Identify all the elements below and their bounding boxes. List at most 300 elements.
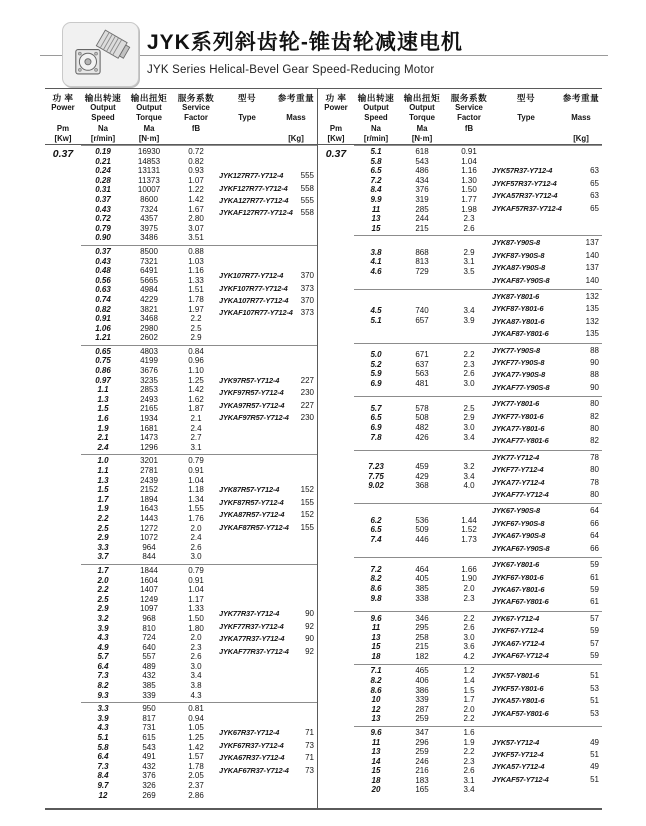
output-speed-value: 7.2 — [370, 564, 382, 574]
type-name: JYK57-Y712-4 — [492, 737, 540, 747]
type-name: JYK67R37-Y712-4 — [219, 728, 280, 738]
service-factor-value: 2.9 — [190, 333, 202, 343]
spec-group — [45, 564, 317, 702]
output-speed-value: 1.7 — [97, 565, 109, 575]
type-row — [219, 183, 314, 195]
output-torque-value: 182 — [415, 651, 429, 661]
output-torque-value: 4803 — [140, 346, 158, 356]
output-speed-value: 0.43 — [95, 256, 111, 266]
header-factor-line: fB — [464, 123, 474, 133]
type-name: JYK77-Y90S-8 — [492, 345, 540, 355]
output-torque-value: 615 — [142, 733, 156, 743]
type-name: JYK57-Y801-6 — [492, 671, 540, 681]
service-factor-value: 1.33 — [188, 275, 204, 285]
output-torque-value: 386 — [415, 685, 429, 695]
table-row — [354, 686, 492, 696]
output-torque-value: 1443 — [140, 513, 158, 523]
output-speed-value: 3.9 — [97, 623, 109, 633]
output-torque-value: 950 — [142, 704, 156, 714]
table-row — [354, 574, 492, 584]
type-name: JYKAF127R77-Y712-4 — [219, 208, 293, 218]
output-speed-value: 0.37 — [95, 194, 111, 204]
service-factor-value: 3.0 — [463, 379, 475, 388]
spec-group — [318, 145, 602, 235]
spec-table-right — [317, 89, 602, 808]
output-torque-value: 183 — [415, 775, 429, 785]
header-torque-line: 输出扭矩 — [130, 93, 168, 103]
output-speed-value: 1.21 — [95, 333, 111, 343]
mass-value: 132 — [585, 291, 599, 301]
output-torque-value: 459 — [415, 462, 429, 472]
data-rows — [81, 566, 219, 700]
type-row — [492, 345, 599, 357]
output-speed-value: 9.9 — [370, 194, 382, 204]
type-name: JYK57R37-Y712-4 — [492, 166, 553, 176]
type-name: JYK127R77-Y712-4 — [219, 171, 284, 181]
mass-value: 57 — [590, 638, 599, 648]
type-name: JYKAF67-Y712-4 — [492, 650, 549, 660]
service-factor-value: 3.51 — [188, 233, 204, 243]
type-name: JYKAF97R57-Y712-4 — [219, 413, 289, 423]
type-row — [219, 295, 314, 307]
mass-value: 64 — [590, 531, 599, 541]
table-row — [354, 728, 492, 738]
table-row — [354, 747, 492, 757]
output-speed-value: 2.4 — [97, 442, 109, 452]
service-factor-value: 1.76 — [188, 513, 204, 523]
data-rows — [354, 565, 492, 603]
type-name: JYK107R77-Y712-4 — [219, 271, 284, 281]
type-row — [492, 543, 599, 555]
service-factor-value: 0.94 — [188, 713, 204, 723]
service-factor-value: 3.8 — [190, 681, 202, 691]
output-speed-value: 0.86 — [95, 366, 111, 376]
output-torque-value: 376 — [415, 185, 429, 195]
mass-value: 152 — [300, 510, 314, 520]
output-speed-value: 12 — [98, 790, 108, 800]
service-factor-value: 1.78 — [188, 294, 204, 304]
output-torque-value: 3486 — [140, 233, 158, 243]
output-torque-value: 406 — [415, 675, 429, 685]
output-torque-value: 429 — [415, 471, 429, 481]
data-rows — [354, 516, 492, 545]
output-torque-value: 4357 — [140, 214, 158, 224]
type-row — [219, 727, 314, 739]
type-name: JYKA57R37-Y712-4 — [492, 191, 558, 201]
spec-group — [318, 343, 602, 397]
output-speed-value: 7.23 — [368, 462, 384, 472]
type-name: JYKF87-Y90S-8 — [492, 250, 545, 260]
service-factor-value: 2.4 — [190, 423, 202, 433]
table-row — [354, 652, 492, 662]
mass-value: 63 — [590, 191, 599, 201]
table-header — [45, 89, 317, 145]
output-speed-value: 8.6 — [370, 685, 382, 695]
service-factor-value: 3.4 — [463, 306, 475, 316]
header-speed-line: Speed — [91, 113, 115, 123]
output-speed-value: 13 — [371, 714, 381, 724]
service-factor-value: 1.04 — [188, 475, 204, 485]
output-speed-value: 1.0 — [97, 456, 109, 466]
output-torque-value: 4984 — [140, 285, 158, 295]
output-torque-value: 7321 — [140, 256, 158, 266]
type-row — [492, 250, 599, 262]
type-name: JYK87R57-Y712-4 — [219, 485, 280, 495]
output-speed-value: 0.43 — [95, 204, 111, 214]
table-row — [81, 233, 219, 243]
output-speed-value: 6.4 — [97, 661, 109, 671]
output-speed-value: 6.4 — [97, 752, 109, 762]
output-speed-value: 0.79 — [95, 223, 111, 233]
page-subtitle: JYK Series Helical-Bevel Gear Speed-Reducing Motor — [147, 64, 435, 76]
type-row — [492, 670, 599, 682]
header-torque-line: Output — [136, 103, 162, 113]
header-power — [45, 93, 81, 144]
output-speed-value: 8.2 — [97, 681, 109, 691]
mass-value: 59 — [590, 626, 599, 636]
output-speed-value: 6.5 — [370, 166, 382, 176]
service-factor-value: 4.3 — [190, 690, 202, 700]
mass-value: 370 — [300, 271, 314, 281]
type-row — [492, 291, 599, 303]
mass-value: 57 — [590, 613, 599, 623]
type-name: JYKF87R57-Y712-4 — [219, 497, 284, 507]
type-row — [219, 608, 314, 620]
output-torque-value: 246 — [415, 756, 429, 766]
table-row — [354, 248, 492, 258]
table-row — [81, 247, 219, 257]
table-row — [354, 695, 492, 705]
type-name: JYKF67-Y90S-8 — [492, 518, 545, 528]
type-name: JYK87-Y801-6 — [492, 291, 540, 301]
service-factor-value: 2.9 — [463, 247, 475, 257]
type-row — [219, 646, 314, 658]
output-torque-value: 563 — [415, 369, 429, 379]
output-speed-value: 12 — [371, 704, 381, 714]
service-factor-value: 2.05 — [188, 771, 204, 781]
output-speed-value: 3.9 — [97, 713, 109, 723]
output-torque-value: 432 — [142, 761, 156, 771]
service-factor-value: 3.0 — [463, 423, 475, 433]
power-value: 0.37 — [52, 148, 74, 160]
table-row — [81, 385, 219, 395]
output-torque-value: 536 — [415, 515, 429, 525]
output-speed-value: 9.3 — [97, 690, 109, 700]
mass-value: 90 — [305, 609, 314, 619]
table-row — [81, 504, 219, 514]
spec-group — [318, 396, 602, 450]
table-row — [81, 456, 219, 466]
header-torque-line: [N·m] — [138, 133, 160, 143]
output-speed-value: 14 — [371, 756, 381, 766]
output-speed-value: 1.5 — [97, 485, 109, 495]
service-factor-value: 2.2 — [463, 747, 475, 757]
header-speed-line: 输出转速 — [84, 93, 122, 103]
service-factor-value: 1.7 — [463, 695, 475, 705]
service-factor-value: 2.2 — [190, 314, 202, 324]
mass-value: 59 — [590, 584, 599, 594]
service-factor-value: 3.4 — [463, 471, 475, 481]
mass-value: 73 — [305, 740, 314, 750]
service-factor-value: 2.6 — [190, 652, 202, 662]
service-factor-value: 2.2 — [463, 613, 475, 623]
output-torque-value: 1249 — [140, 594, 158, 604]
header-factor-line: Factor — [457, 113, 481, 123]
output-torque-value: 509 — [415, 525, 429, 535]
service-factor-value: 1.62 — [188, 394, 204, 404]
table-row — [81, 733, 219, 743]
type-row — [219, 522, 314, 534]
table-row — [81, 595, 219, 605]
type-list — [219, 608, 317, 658]
output-speed-value: 1.5 — [97, 404, 109, 414]
table-row — [81, 466, 219, 476]
data-rows — [81, 347, 219, 453]
output-torque-value: 724 — [142, 633, 156, 643]
table-row — [81, 347, 219, 357]
service-factor-value: 1.22 — [188, 185, 204, 195]
mass-value: 558 — [300, 183, 314, 193]
spec-group — [318, 503, 602, 557]
type-row — [492, 559, 599, 571]
table-row — [81, 166, 219, 176]
output-speed-value: 5.1 — [370, 315, 382, 325]
service-factor-value: 1.67 — [188, 204, 204, 214]
output-torque-value: 285 — [415, 204, 429, 214]
mass-value: 555 — [300, 171, 314, 181]
output-torque-value: 14853 — [137, 156, 161, 166]
type-name: JYKA67-Y801-6 — [492, 584, 545, 594]
table-row — [354, 785, 492, 795]
service-factor-value: 1.5 — [463, 685, 475, 695]
type-row — [492, 369, 599, 381]
output-torque-value: 1604 — [140, 575, 158, 585]
output-speed-value: 9.7 — [97, 781, 109, 790]
mass-value: 155 — [300, 497, 314, 507]
header-speed-line: Output — [363, 103, 389, 113]
table-row — [81, 157, 219, 167]
service-factor-value: 0.82 — [188, 156, 204, 166]
service-factor-value: 1.33 — [188, 604, 204, 614]
service-factor-value: 1.34 — [188, 494, 204, 504]
header-torque — [398, 93, 446, 144]
mass-value: 88 — [590, 370, 599, 380]
output-speed-value: 0.63 — [95, 285, 111, 295]
type-name: JYKAF87R57-Y712-4 — [219, 522, 289, 532]
motor-photo-frame — [62, 22, 139, 87]
table-row — [81, 185, 219, 195]
output-torque-value: 465 — [415, 666, 429, 676]
type-name: JYKAF67-Y801-6 — [492, 597, 549, 607]
table-row — [354, 360, 492, 370]
table-row — [354, 676, 492, 686]
type-name: JYKAF77R37-Y712-4 — [219, 646, 289, 656]
output-torque-value: 7324 — [140, 204, 158, 214]
service-factor-value: 1.73 — [461, 535, 477, 545]
output-speed-value: 1.9 — [97, 504, 109, 514]
header-type-line: Type — [238, 113, 256, 123]
type-list — [492, 291, 602, 341]
mass-value: 78 — [590, 477, 599, 487]
mass-value: 92 — [305, 646, 314, 656]
service-factor-value: 1.17 — [188, 594, 204, 604]
output-speed-value: 20 — [371, 785, 381, 795]
header-power — [318, 93, 354, 144]
header-speed — [81, 93, 125, 144]
output-torque-value: 432 — [142, 671, 156, 681]
table-row — [81, 704, 219, 714]
output-speed-value: 18 — [371, 775, 381, 785]
service-factor-value: 3.5 — [463, 266, 475, 276]
output-torque-value: 740 — [415, 306, 429, 316]
type-name: JYKF67-Y801-6 — [492, 572, 544, 582]
service-factor-value: 3.6 — [463, 642, 475, 652]
header-mass-line: Mass — [286, 113, 306, 123]
header-power-line: Power — [324, 103, 348, 113]
type-list — [492, 165, 602, 215]
mass-value: 135 — [585, 304, 599, 314]
output-speed-value: 2.2 — [97, 585, 109, 595]
table-row — [81, 743, 219, 753]
data-rows — [354, 350, 492, 388]
output-torque-value: 339 — [415, 695, 429, 705]
output-speed-value: 10 — [371, 695, 381, 705]
mass-value: 155 — [300, 522, 314, 532]
type-name: JYKAF77-Y712-4 — [492, 490, 549, 500]
table-row — [81, 285, 219, 295]
type-name: JYKA77-Y712-4 — [492, 477, 545, 487]
spec-group — [45, 245, 317, 345]
mass-value: 61 — [590, 572, 599, 582]
output-speed-value: 2.1 — [97, 433, 109, 443]
table-row — [81, 723, 219, 733]
type-row — [492, 237, 599, 249]
type-name: JYKAF77-Y90S-8 — [492, 382, 550, 392]
header-speed-line: Na — [371, 123, 381, 133]
output-torque-value: 486 — [415, 166, 429, 176]
data-rows — [354, 462, 492, 491]
spec-tables — [45, 88, 602, 810]
type-row — [219, 752, 314, 764]
mass-value: 137 — [585, 238, 599, 248]
service-factor-value: 1.30 — [461, 175, 477, 185]
output-torque-value: 1072 — [140, 533, 158, 543]
gear-motor-icon — [69, 28, 133, 82]
output-torque-value: 8500 — [140, 246, 158, 256]
service-factor-value: 2.5 — [463, 403, 475, 413]
output-speed-value: 8.6 — [370, 583, 382, 593]
table-row — [354, 714, 492, 724]
output-torque-value: 1894 — [140, 494, 158, 504]
type-list — [219, 484, 317, 534]
table-row — [81, 624, 219, 634]
output-speed-value: 9.8 — [370, 593, 382, 603]
type-name: JYKA107R77-Y712-4 — [219, 295, 289, 305]
type-list — [219, 727, 317, 777]
output-speed-value: 11 — [371, 204, 381, 214]
header-torque-line: [N·m] — [411, 133, 433, 143]
data-rows — [354, 728, 492, 795]
type-name: JYK67-Y712-4 — [492, 613, 540, 623]
table-row — [354, 738, 492, 748]
output-torque-value: 2165 — [140, 404, 158, 414]
mass-value: 555 — [300, 195, 314, 205]
type-name: JYKF57R37-Y712-4 — [492, 178, 557, 188]
service-factor-value: 1.07 — [188, 175, 204, 185]
service-factor-value: 3.0 — [190, 552, 202, 562]
output-torque-value: 844 — [142, 552, 156, 562]
type-row — [492, 613, 599, 625]
output-torque-value: 731 — [142, 723, 156, 733]
spec-group — [318, 664, 602, 726]
service-factor-value: 1.03 — [188, 256, 204, 266]
table-row — [354, 423, 492, 433]
type-row — [219, 195, 314, 207]
output-torque-value: 215 — [415, 223, 429, 233]
table-row — [81, 781, 219, 791]
output-speed-value: 3.8 — [370, 247, 382, 257]
type-row — [219, 375, 314, 387]
service-factor-value: 1.42 — [188, 385, 204, 395]
output-torque-value: 1934 — [140, 414, 158, 424]
table-row — [354, 666, 492, 676]
header-power-line: Power — [51, 103, 75, 113]
output-torque-value: 3201 — [140, 456, 158, 466]
service-factor-value: 1.78 — [188, 761, 204, 771]
table-row — [81, 443, 219, 453]
type-row — [492, 596, 599, 608]
table-row — [81, 791, 219, 801]
output-torque-value: 1272 — [140, 523, 158, 533]
type-row — [492, 572, 599, 584]
output-speed-value: 0.21 — [95, 156, 111, 166]
table-row — [354, 185, 492, 195]
data-rows — [81, 147, 219, 243]
service-factor-value: 1.87 — [188, 404, 204, 414]
output-speed-value: 13 — [371, 747, 381, 757]
output-speed-value: 4.3 — [97, 633, 109, 643]
type-row — [219, 509, 314, 521]
table-row — [81, 566, 219, 576]
output-speed-value: 7.1 — [370, 666, 382, 676]
table-row — [81, 333, 219, 343]
mass-value: 53 — [590, 683, 599, 693]
service-factor-value: 1.42 — [188, 194, 204, 204]
output-speed-value: 1.1 — [97, 385, 109, 395]
output-torque-value: 543 — [142, 742, 156, 752]
table-row — [354, 350, 492, 360]
type-list — [492, 452, 602, 502]
service-factor-value: 1.04 — [461, 156, 477, 166]
service-factor-value: 1.57 — [188, 752, 204, 762]
mass-value: 370 — [300, 295, 314, 305]
table-row — [81, 356, 219, 366]
header-factor-line: 服务系数 — [450, 93, 488, 103]
header-torque-line: Torque — [136, 113, 162, 123]
table-row — [81, 576, 219, 586]
output-torque-value: 165 — [415, 785, 429, 795]
type-name: JYKF77-Y801-6 — [492, 411, 544, 421]
output-torque-value: 2152 — [140, 485, 158, 495]
service-factor-value: 3.1 — [463, 775, 475, 785]
table-row — [354, 633, 492, 643]
output-torque-value: 3468 — [140, 314, 158, 324]
header-power-line: [Kw] — [327, 133, 345, 143]
data-rows — [354, 614, 492, 662]
output-torque-value: 464 — [415, 564, 429, 574]
output-torque-value: 244 — [415, 214, 429, 224]
type-name: JYK77-Y801-6 — [492, 399, 540, 409]
